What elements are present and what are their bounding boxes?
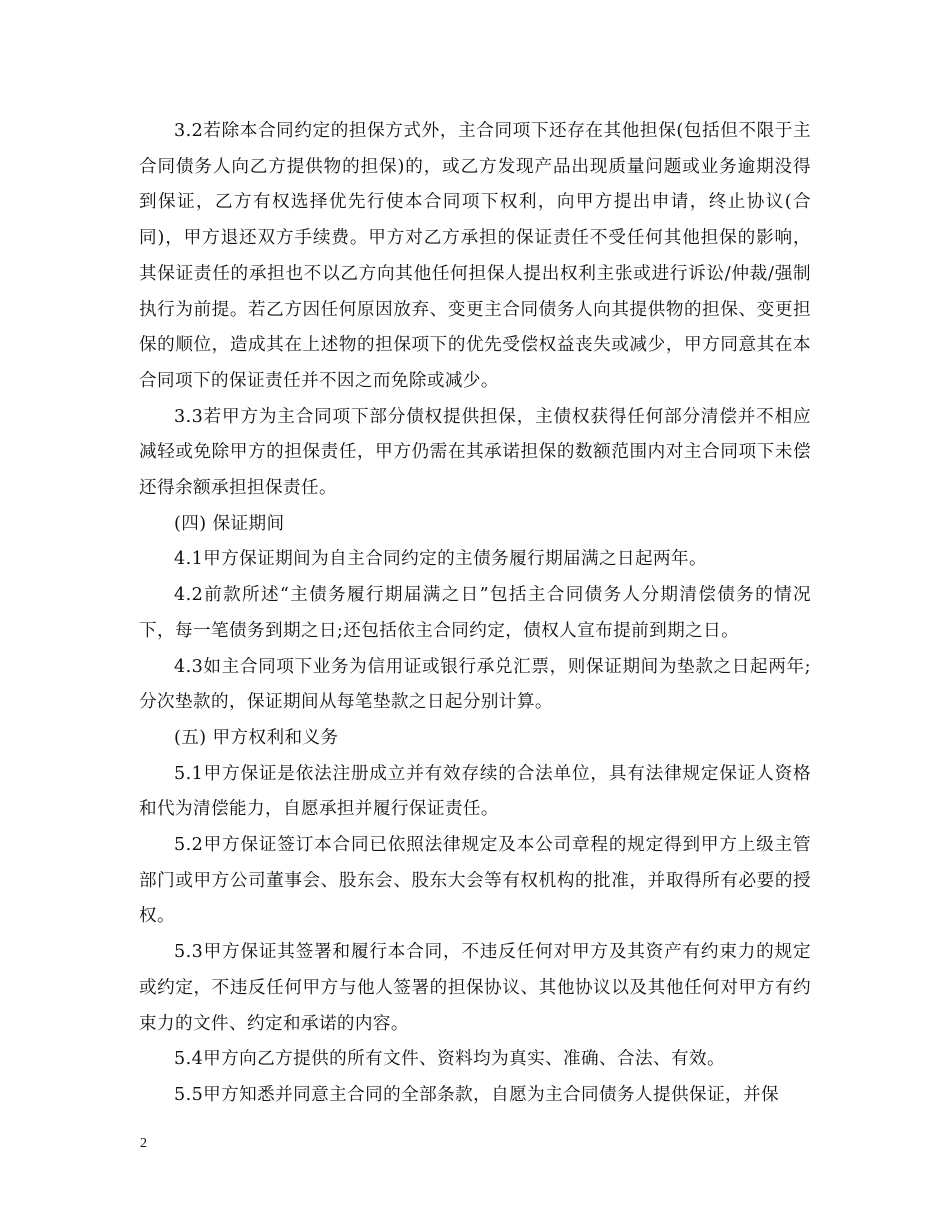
paragraph-3-3: 3.3若甲方为主合同项下部分债权提供担保，主债权获得任何部分清偿并不相应减轻或免除甲方的担保责任，甲方仍需在其承诺担保的数额范围内对主合同项下未偿还得余额承担担保责任。 (139, 406, 811, 499)
paragraph-4-3: 4.3如主合同项下业务为信用证或银行承兑汇票，则保证期间为垫款之日起两年;分次垫款的，保证期间从每笔垫款之日起分别计算。 (139, 656, 811, 713)
paragraph-5-3: 5.3甲方保证其签署和履行本合同，不违反任何对甲方及其资产有约束力的规定或约定，不违反任何甲方与他人签署的担保协议、其他协议以及其他任何对甲方有约束力的文件、约定和承诺的内容。 (139, 942, 811, 1034)
section-heading-5: (五) 甲方权利和义务 (174, 727, 339, 748)
paragraph-5-4: 5.4甲方向乙方提供的所有文件、资料均为真实、准确、合法、有效。 (174, 1049, 726, 1070)
paragraph-3-2: 3.2若除本合同约定的担保方式外，主合同项下还存在其他担保(包括但不限于主合同债务人向乙方提供物的担保)的，或乙方发现产品出现质量问题或业务逾期没得到保证，乙方有权选择优先行使本合同项下权利，向甲方提出申请，终止协议(合同)，甲方退还双方手续费。甲方对乙方承担的保证责任不受任何其他担保的影响，其保证责任的承担也不以乙方向其他任何担保人提出权利主张或进行诉讼/仲裁/强制执行为前提。若乙方因任何原因放弃、变更主合同债务人向其提供物的担保、变更担保的顺位，造成其在上述物的担保项下的优先受偿权益丧失或减少，甲方同意其在本合同项下的保证责任并不因之而免除或减少。 (139, 121, 811, 391)
page-number: 2 (140, 1136, 147, 1151)
paragraph-5-1: 5.1甲方保证是依法注册成立并有效存续的合法单位，具有法律规定保证人资格和代为清偿能力，自愿承担并履行保证责任。 (139, 763, 811, 820)
document-body (139, 114, 811, 1114)
paragraph-5-5: 5.5甲方知悉并同意主合同的全部条款，自愿为主合同债务人提供保证，并保 (174, 1084, 779, 1105)
paragraph-4-1: 4.1甲方保证期间为自主合同约定的主债务履行期届满之日起两年。 (174, 549, 708, 570)
section-heading-4: (四) 保证期间 (174, 513, 285, 534)
paragraph-4-2: 4.2前款所述“主债务履行期届满之日”包括主合同债务人分期清偿债务的情况下，每一笔债务到期之日;还包括依主合同约定，债权人宣布提前到期之日。 (139, 585, 811, 641)
paragraph-5-2: 5.2甲方保证签订本合同已依照法律规定及本公司章程的规定得到甲方上级主管部门或甲方公司董事会、股东会、股东大会等有权机构的批准，并取得所有必要的授权。 (139, 835, 811, 927)
